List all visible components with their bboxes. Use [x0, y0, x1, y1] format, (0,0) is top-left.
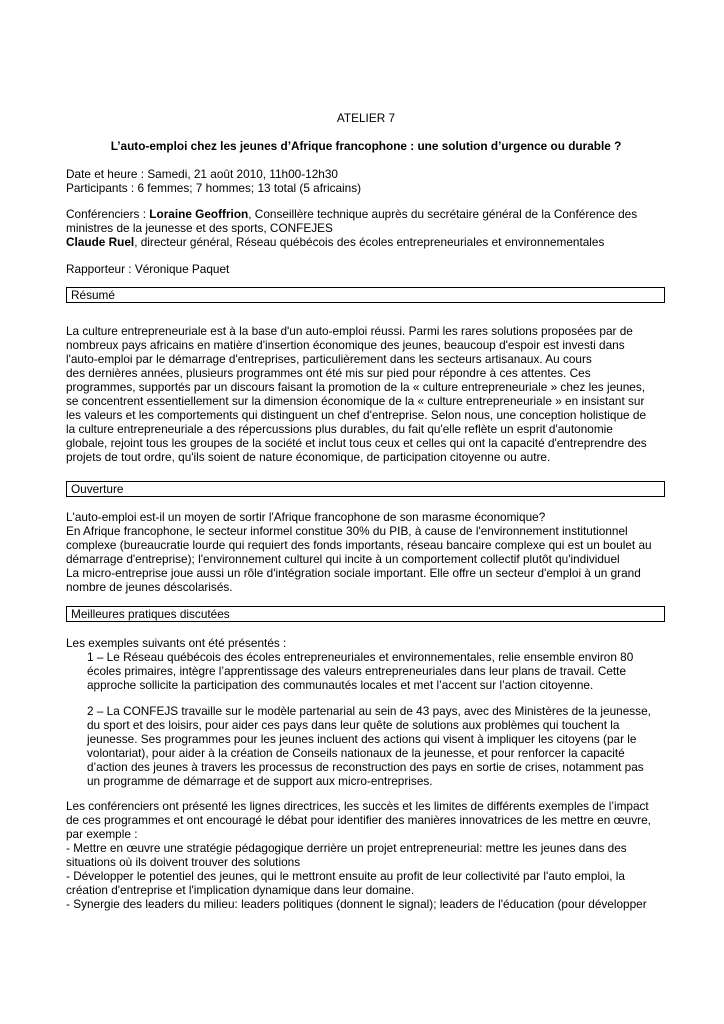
resume-line: la culture entrepreneuriale a des répercussions plus durables, du fait qu'elle reflète un esprit d'autonomie [66, 422, 613, 436]
resume-line: se concentrent essentiellement sur la dimension économique de la « culture entrepreneuriale » en insistant sur [66, 394, 645, 408]
speaker1-desc: , Conseillère technique auprès du secrétaire général de la Conférence des [248, 207, 638, 221]
meta-block [66, 167, 666, 195]
resume-line: La culture entrepreneuriale est à la base d'un auto-emploi réussi. Parmi les rares solutions proposées par de [66, 324, 633, 338]
ouverture-line: En Afrique francophone, le secteur informel constitue 30% du PIB, à cause de l'environnement institutionnel [66, 524, 628, 538]
speaker1-desc-cont: ministres de la jeunesse et des sports, CONFEJES [66, 221, 333, 235]
closing-line: situations où ils doivent trouver des solutions [66, 855, 301, 869]
resume-line: l'auto-emploi par le démarrage d'entreprises, particulièrement dans les secteurs artisanaux. Au cours [66, 352, 592, 366]
document-title: L’auto-emploi chez les jeunes d’Afrique francophone : une solution d’urgence ou durable ? [110, 139, 622, 153]
resume-line: les valeurs et les comportements qui distinguent un chef d'entreprise. Selon nous, une conception holistique de [66, 408, 647, 422]
ouverture-line: démarrage d'entreprise); l'environnement culturel qui incite à un comportement collectif plutôt qu'individuel [66, 552, 620, 566]
speakers-label: Conférenciers : [66, 207, 150, 221]
ouverture-body [66, 510, 666, 594]
closing-line: - Développer le potentiel des jeunes, qui le mettront ensuite au profit de leur collectivité par l'auto emploi, la [66, 869, 625, 883]
closing-line: de ces programmes et ont encouragé le débat pour identifier des manières innovatrices de les mettre en œuvre, [66, 813, 651, 827]
section-header-resume: Résumé [66, 287, 665, 303]
closing-line: - Synergie des leaders du milieu: leaders politiques (donnent le signal); leaders de l'éducation (pour développer [66, 897, 647, 911]
example-2-line: un programme de démarrage et de support aux micro-entreprises. [87, 774, 433, 788]
speaker2-desc: , directeur général, Réseau québécois des écoles entrepreneuriales et environnementales [134, 235, 605, 249]
participants-line: Participants : 6 femmes; 7 hommes; 13 total (5 africains) [66, 181, 362, 195]
resume-line: des dernières années, plusieurs programmes ont été mis sur pied pour répondre à ces attentes. Ces [66, 366, 591, 380]
ouverture-line: nombre de jeunes déscolarisés. [66, 580, 233, 594]
closing-line: création d'entreprise et l'implication dynamique dans leur domaine. [66, 883, 415, 897]
example-1 [66, 650, 687, 692]
resume-line: programmes, supportés par un discours faisant la promotion de la « culture entrepreneuriale » chez les jeunes, [66, 380, 646, 394]
speaker1-line [66, 207, 666, 221]
resume-body [66, 324, 666, 464]
atelier-heading: ATELIER 7 [336, 111, 396, 125]
rapporteur-line: Rapporteur : Véronique Paquet [66, 262, 230, 276]
example-2 [66, 704, 687, 788]
speaker1-name: Loraine Geoffrion [149, 207, 249, 221]
resume-line: nombreux pays africains en matière d'insertion économique des jeunes, beaucoup d'espoir est investi dans [66, 338, 625, 352]
pratiques-intro: Les exemples suivants ont été présentés : [66, 636, 287, 650]
speakers-block [66, 207, 666, 249]
closing-line: Les conférenciers ont présenté les lignes directrices, les succès et les limites de différents exemples de l’impact [66, 799, 649, 813]
example-2-line: volontariat), pour aider à la création de Conseils nationaux de la jeunesse, et pour renforcer la capacité [87, 746, 625, 760]
example-2-line: du sport et des loisirs, pour aider ces pays dans leur quête de solutions aux problèmes qui touchent la [87, 718, 620, 732]
ouverture-line: complexe (bureaucratie lourde qui requiert des fonds importants, réseau bancaire complexe qui est un boulet au [66, 538, 652, 552]
ouverture-line: La micro-entreprise joue aussi un rôle d'intégration sociale important. Elle offre un secteur d'emploi à un grand [66, 566, 641, 580]
ouverture-line: L'auto-emploi est-il un moyen de sortir l'Afrique francophone de son marasme économique? [66, 510, 546, 524]
section-header-ouverture: Ouverture [66, 481, 665, 497]
example-1-line: écoles primaires, intègre l’apprentissage des valeurs entrepreneuriales dans leur plans de travail. Cette [87, 664, 627, 678]
closing-line: par exemple : [66, 827, 138, 841]
resume-line: projets de tout ordre, qu'ils soient de nature économique, de participation citoyenne ou autre. [66, 450, 551, 464]
closing-body [66, 799, 666, 911]
closing-line: - Mettre en œuvre une stratégie pédagogique derrière un projet entrepreneurial: mettre les jeunes dans des [66, 841, 627, 855]
date-line: Date et heure : Samedi, 21 août 2010, 11h00-12h30 [66, 167, 338, 181]
example-2-line: d’action des jeunes à travers les processus de reconstruction des pays en sortie de crises, notamment pas [87, 760, 644, 774]
section-header-pratiques: Meilleures pratiques discutées [66, 606, 665, 622]
speaker2-line [66, 235, 666, 249]
example-1-line: approche sollicite la participation des communautés locales et met l’accent sur l’action citoyenne. [87, 678, 594, 692]
speaker2-name: Claude Ruel [66, 235, 135, 249]
example-2-line: 2 – La CONFEJS travaille sur le modèle partenarial au sein de 43 pays, avec des Ministères de la jeunesse, [87, 704, 651, 718]
example-2-line: jeunesse. Ses programmes pour les jeunes incluent des actions qui visent à impliquer les citoyens (par le [87, 732, 637, 746]
example-1-line: 1 – Le Réseau québécois des écoles entrepreneuriales et environnementales, relie ensemble environ 80 [87, 650, 634, 664]
resume-line: globale, rejoint tous les groupes de la société et inclut tous ceux et celles qui ont la capacité d'entreprendre des [66, 436, 647, 450]
